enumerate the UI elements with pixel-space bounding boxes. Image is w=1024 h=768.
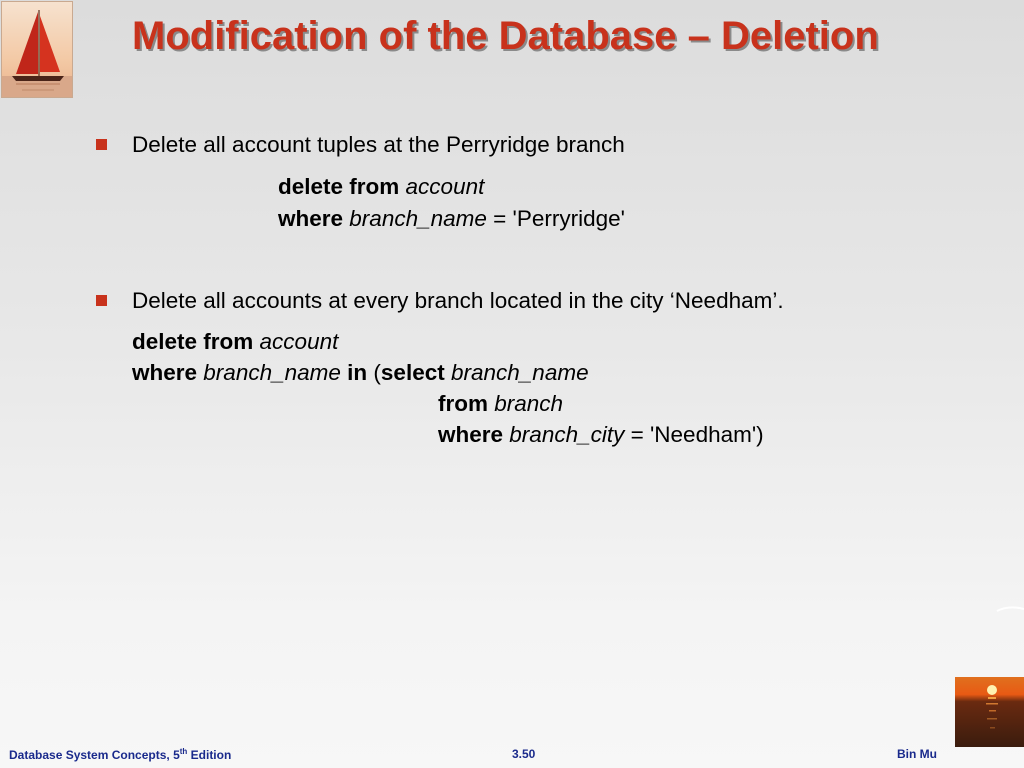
sql-keyword: where <box>438 422 504 447</box>
sailboat-logo <box>1 1 73 98</box>
footer-book-title: Database System Concepts, 5 <box>9 748 180 762</box>
sql-keyword: where <box>132 360 198 385</box>
sql-keyword: in <box>347 360 368 385</box>
sql-identifier: branch_name <box>451 360 589 385</box>
sql-identifier: branch_city <box>509 422 625 447</box>
sql-keyword: delete from <box>278 174 400 199</box>
code-line <box>278 208 625 231</box>
sql-identifier: branch <box>494 391 564 416</box>
bullet-square-icon <box>96 295 107 306</box>
sql-keyword: select <box>380 360 445 385</box>
slide-number: 3.50 <box>512 747 536 761</box>
footer-edition: Edition <box>187 748 232 762</box>
sql-paren: ( <box>373 360 381 385</box>
sunset-image <box>955 677 1024 747</box>
sql-identifier: branch_name <box>349 206 487 231</box>
sql-literal: = 'Perryridge' <box>486 206 625 231</box>
sql-literal: = 'Needham') <box>624 422 764 447</box>
code-line <box>278 176 484 199</box>
decorative-lines <box>995 604 1024 614</box>
footer-left <box>9 747 231 762</box>
footer-superscript: th <box>179 747 188 756</box>
sql-identifier: branch_name <box>203 360 341 385</box>
bullet-text-2: Delete all accounts at every branch located in the city ‘Needham’. <box>132 288 784 313</box>
code-line <box>438 393 563 416</box>
code-line <box>438 424 764 447</box>
bullet-square-icon <box>96 139 107 150</box>
bullet-text-1: Delete all account tuples at the Perryridge branch <box>132 132 625 157</box>
slide-title: Modification of the Database – Deletion <box>132 14 879 58</box>
sql-keyword: delete from <box>132 329 254 354</box>
sql-identifier: account <box>405 174 485 199</box>
footer-author: Bin Mu <box>897 747 937 761</box>
sql-keyword: where <box>278 206 344 231</box>
code-line <box>132 331 338 354</box>
sql-keyword: from <box>438 391 488 416</box>
sql-identifier: account <box>259 329 339 354</box>
code-line <box>132 362 589 385</box>
